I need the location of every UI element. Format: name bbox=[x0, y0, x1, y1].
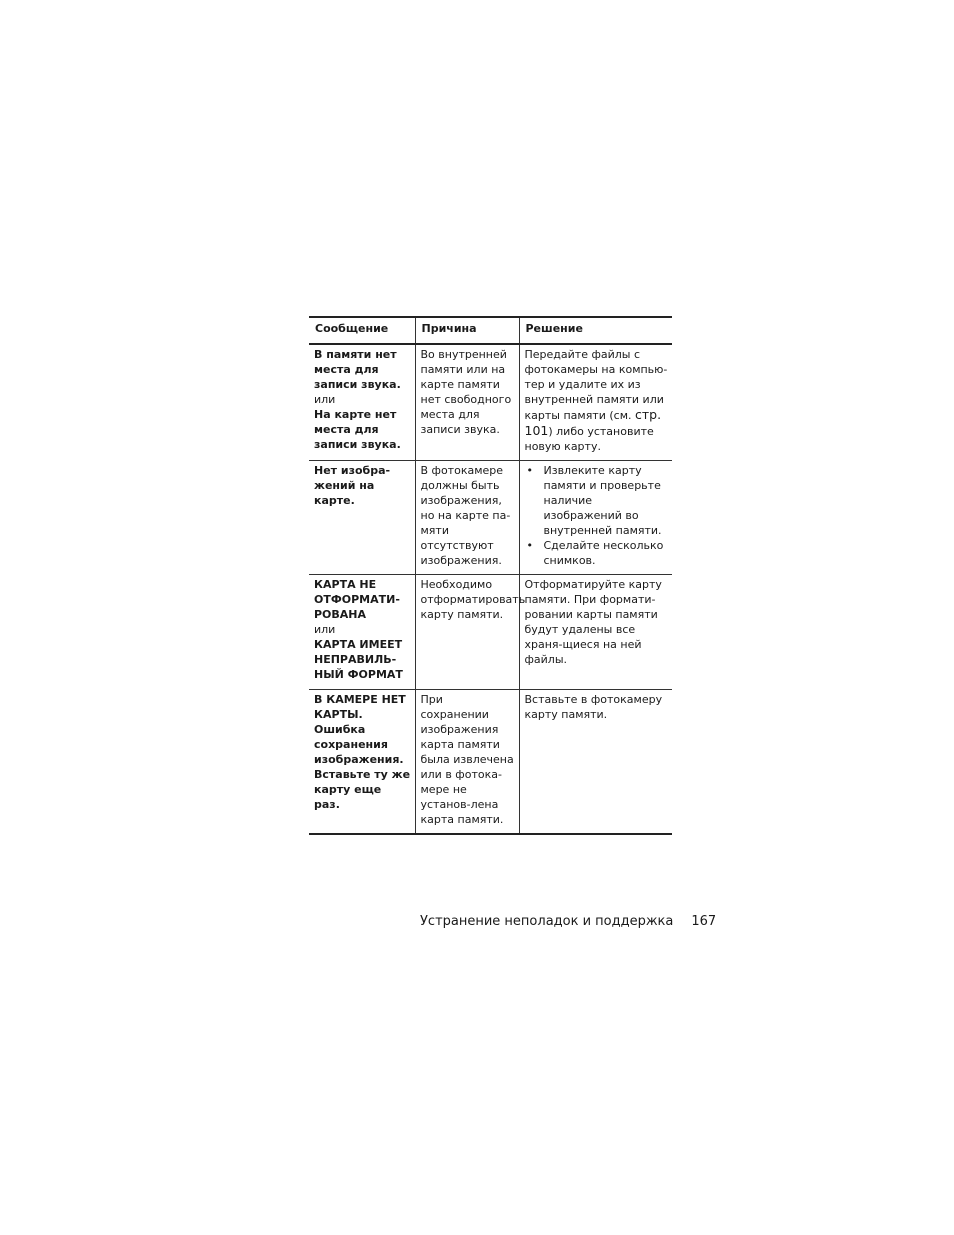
cause-cell: При сохранении изображения карта памяти была извлечена или в фотока-мере не установ-лена карта памяти. bbox=[415, 690, 519, 835]
column-header-cause: Причина bbox=[415, 317, 519, 344]
message-cell bbox=[309, 575, 415, 690]
column-header-message: Сообщение bbox=[309, 317, 415, 344]
table-row bbox=[309, 690, 672, 835]
message-cell bbox=[309, 344, 415, 461]
solution-bullet-list bbox=[525, 463, 669, 568]
footer-section-title: Устранение неполадок и поддержка bbox=[420, 914, 674, 929]
solution-text-end: ) либо установите новую карту. bbox=[524, 425, 654, 453]
cause-cell: В фотокамере должны быть изображения, но на карте па-мяти отсутствуют изображения. bbox=[415, 461, 519, 575]
list-item: • Извлеките карту памяти и проверьте наличие изображений во внутренней памяти. bbox=[525, 463, 669, 538]
table-header-row bbox=[309, 317, 672, 344]
cause-cell: Необходимо отформатировать карту памяти. bbox=[415, 575, 519, 690]
page-number: 167 bbox=[691, 914, 717, 929]
message-cell bbox=[309, 461, 415, 575]
message-text: Нет изобра-жений на карте. bbox=[314, 464, 391, 507]
table-row bbox=[309, 461, 672, 575]
page-reference-link[interactable]: стр. 101 bbox=[524, 407, 662, 438]
message-text-alt: На карте нет места для записи звука. bbox=[314, 408, 401, 451]
table-row bbox=[309, 344, 672, 461]
table-row bbox=[309, 575, 672, 690]
message-text: КАРТА НЕ ОТФОРМАТИ-РОВАНА bbox=[314, 578, 400, 621]
message-text-alt: КАРТА ИМЕЕТ НЕПРАВИЛЬ-НЫЙ ФОРМАТ bbox=[314, 638, 403, 681]
message-text: В КАМЕРЕ НЕТ КАРТЫ. Ошибка сохранения изображения. Вставьте ту же карту еще раз. bbox=[314, 693, 411, 811]
solution-cell bbox=[519, 461, 672, 575]
or-separator: или bbox=[314, 623, 336, 636]
troubleshooting-table bbox=[309, 316, 672, 835]
message-text: В памяти нет места для записи звука. bbox=[314, 348, 401, 391]
column-header-solution: Решение bbox=[519, 317, 672, 344]
cause-cell: Во внутренней памяти или на карте памяти нет свободного места для записи звука. bbox=[415, 344, 519, 461]
solution-cell: Вставьте в фотокамеру карту памяти. bbox=[519, 690, 672, 835]
solution-cell: Отформатируйте карту памяти. При формати-ровании карты памяти будут удалены все храня-щиеся на ней файлы. bbox=[519, 575, 672, 690]
list-item: • Сделайте несколько снимков. bbox=[525, 538, 669, 568]
message-cell bbox=[309, 690, 415, 835]
or-separator: или bbox=[314, 393, 336, 406]
solution-cell bbox=[519, 344, 672, 461]
page-footer bbox=[420, 913, 717, 931]
solution-text: Передайте файлы с фотокамеры на компью-тер и удалите их из внутренней памяти или карты памяти (см. bbox=[524, 348, 668, 422]
